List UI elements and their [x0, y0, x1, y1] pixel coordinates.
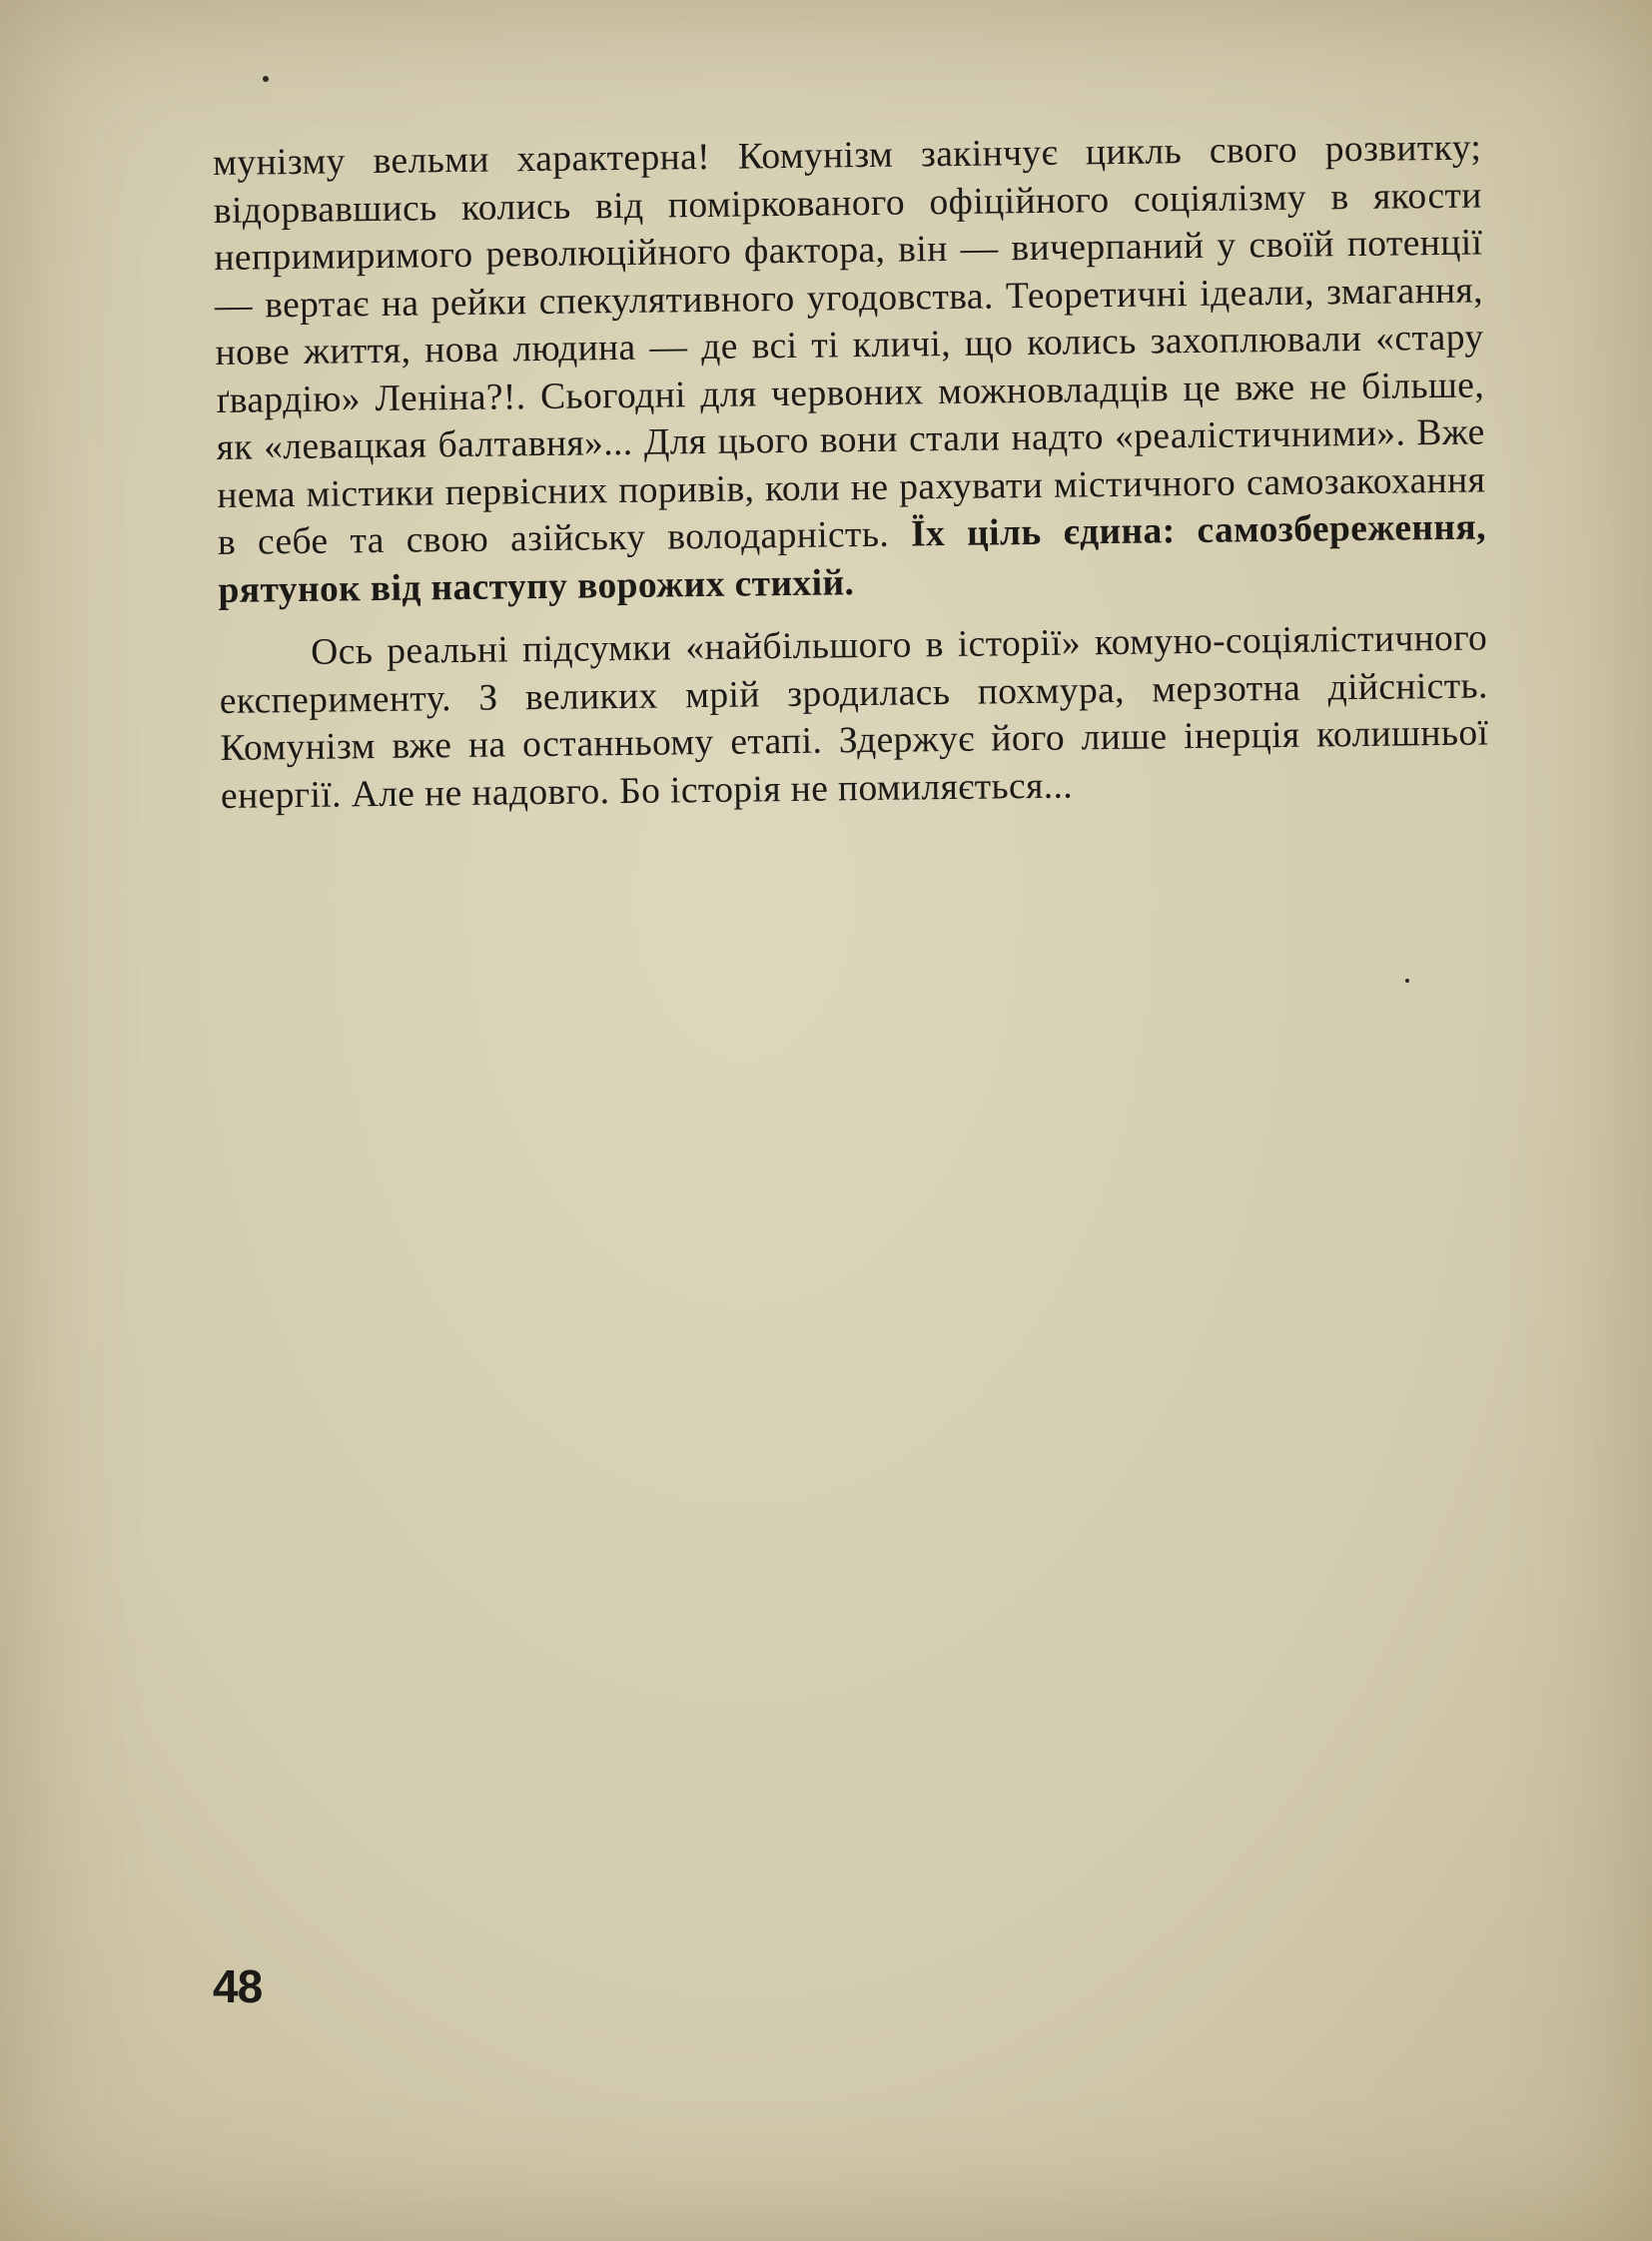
ink-speck — [1405, 979, 1409, 983]
paragraph-2: Ось реальні підсумки «найбільшого в історії» комуно-соціялістичного експерименту. З великих мрій зродилась похмура, мерзотна дійсність. Комунізм вже на останньому етапі. Здержує його лише інерція колишньої енергії. Але не надовго. Бо історія не помиляється... — [219, 617, 1489, 817]
page-number: 48 — [213, 1960, 263, 2012]
paragraph-1-bold: Їх ціль єдина: самозбереження, рятунок від наступу ворожих стихій. — [218, 506, 1487, 611]
body-text — [213, 124, 1489, 819]
ink-speck — [263, 76, 269, 82]
paragraph-1-regular: мунізму вельми характерна! Комунізм закінчує цикль свого розвитку; відорвавшись колись від поміркованого офіційного соціялізму в якости непримиримого революційного фактора, він — вичерпаний у своїй потенції — вертає на рейки спекулятивного угодовства. Теоретичні ідеали, змагання, нове життя, нова людина — де всі ті кличі, що колись захоплювали «стару ґвардію» Леніна?!. Сьогодні для червоних можновладців це вже не більше, як «левацкая балтавня»... Для цього вони стали надто «реалістичними». Вже нема містики первісних поривів, коли не рахувати містичного самозакохання в себе та свою азійську володарність. — [213, 127, 1486, 563]
paragraph-1 — [213, 124, 1487, 613]
